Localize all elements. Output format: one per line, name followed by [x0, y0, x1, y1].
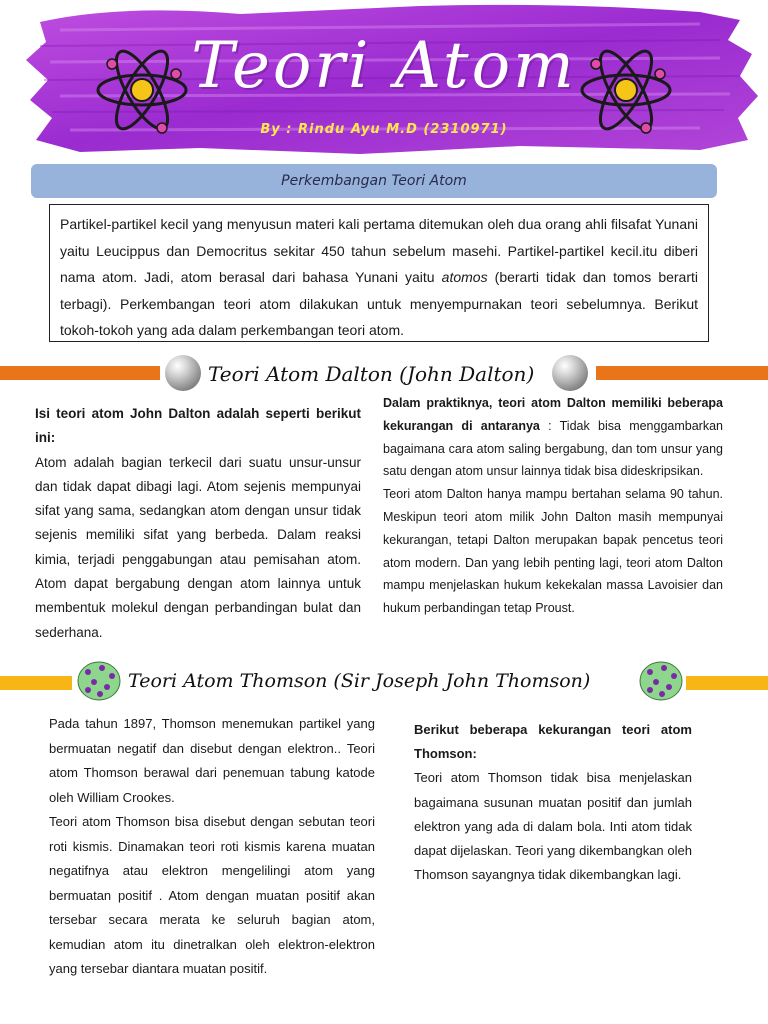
plum-pudding-icon-right [638, 660, 684, 702]
dalton-heading: Teori Atom Dalton (John Dalton) [208, 362, 535, 386]
intro-italic-word: atomos [441, 269, 488, 285]
thomson-heading: Teori Atom Thomson (Sir Joseph John Thomson) [128, 670, 591, 692]
sphere-icon-right [552, 355, 588, 391]
sphere-icon-left [165, 355, 201, 391]
dalton-left-text: Atom adalah bagian terkecil dari suatu unsur-unsur dan tidak dapat dibagi lagi. Atom sejenis mempunyai sifat yang sama, sedangkan atom dengan unsur tidak sejenis memiliki sifat yang berbeda. Dalam reaksi kimia, terjadi penggabungan atau pemisahan atom. Atom dapat bergabung dengan atom lainnya untuk membentuk molekul dengan perbandingan bulat dan sederhana. [35, 454, 361, 640]
dalton-right-bold: Dalam praktiknya, teori atom Dalton memiliki beberapa kekurangan di antaranya [383, 396, 723, 433]
intro-text-end: (berarti tidak dan tomos berarti terbagi). Perkembangan teori atom dilakukan untuk menyempurnakan teori sebelumnya. Berikut tokoh-tokoh yang ada dalam perkembangan teori atom. [60, 269, 699, 338]
dalton-right-column [383, 392, 723, 620]
dalton-right-text2: Teori atom Dalton hanya mampu bertahan selama 90 tahun. Meskipun teori atom milik John Dalton masih mempunyai kekurangan, tetapi Dalton merupakan bapak pencetus teori atom modern. Dan yang lebih penting lagi, teori atom Dalton mampu menjelaskan hukum kekekalan massa Lavoisier dan hukum perbandingan tetap Proust. [383, 487, 723, 616]
page-title: Teori Atom [191, 29, 577, 103]
thomson-left-column [49, 712, 375, 982]
thomson-right-bold: Berikut beberapa kekurangan teori atom Thomson: [414, 722, 692, 762]
section-title: Perkembangan Teori Atom [281, 173, 467, 189]
intro-text-start: Partikel-partikel kecil yang menyusun materi kali pertama ditemukan oleh dua orang ahli filsafat Yunani yaitu Leucippus dan Democritus sekitar 450 tahun sebelum masehi. Partikel-partikel kecil.itu diberi nama atom. Jadi, atom berasal dari bahasa Yunani yaitu [60, 216, 698, 285]
dalton-left-bold: Isi teori atom John Dalton adalah seperti berikut ini: [35, 406, 361, 446]
thomson-right-text: Teori atom Thomson tidak bisa menjelaskan bagaimana susunan muatan positif dan jumlah elektron yang ada di dalam bola. Inti atom tidak dapat dijelaskan. Teori yang dikembangkan oleh Thomson sayangnya tidak dikembangkan lagi. [414, 770, 692, 883]
intro-box [49, 204, 709, 342]
author-byline: By : Rindu Ayu M.D (2310971) [260, 122, 508, 137]
dalton-right-text1: : Tidak bisa menggambarkan bagaimana cara atom saling bergabung, dan tom unsur yang satu dengan atom unsur lainnya tidak bisa dideskripsikan. [383, 418, 723, 479]
dalton-left-column [35, 402, 361, 645]
plum-pudding-icon-left [76, 660, 122, 702]
section-title-bar [31, 164, 717, 198]
thomson-left-p2: Teori atom Thomson bisa disebut dengan sebutan teori roti kismis. Dinamakan teori roti kismis karena muatan negatifnya atau elektron mengelilingi atom yang bermuatan positif . Atom dengan muatan positif akan tersebar secara merata ke seluruh bagian atom, kemudian atom itu dinetralkan oleh elektron-elektron yang tersebar diantara muatan positif. [49, 814, 375, 976]
thomson-right-column [414, 718, 692, 887]
thomson-left-p1: Pada tahun 1897, Thomson menemukan partikel yang bermuatan negatif dan disebut dengan elektron.. Teori atom Thomson berawal dari penemuan tabung katode oleh William Crookes. [49, 716, 375, 805]
